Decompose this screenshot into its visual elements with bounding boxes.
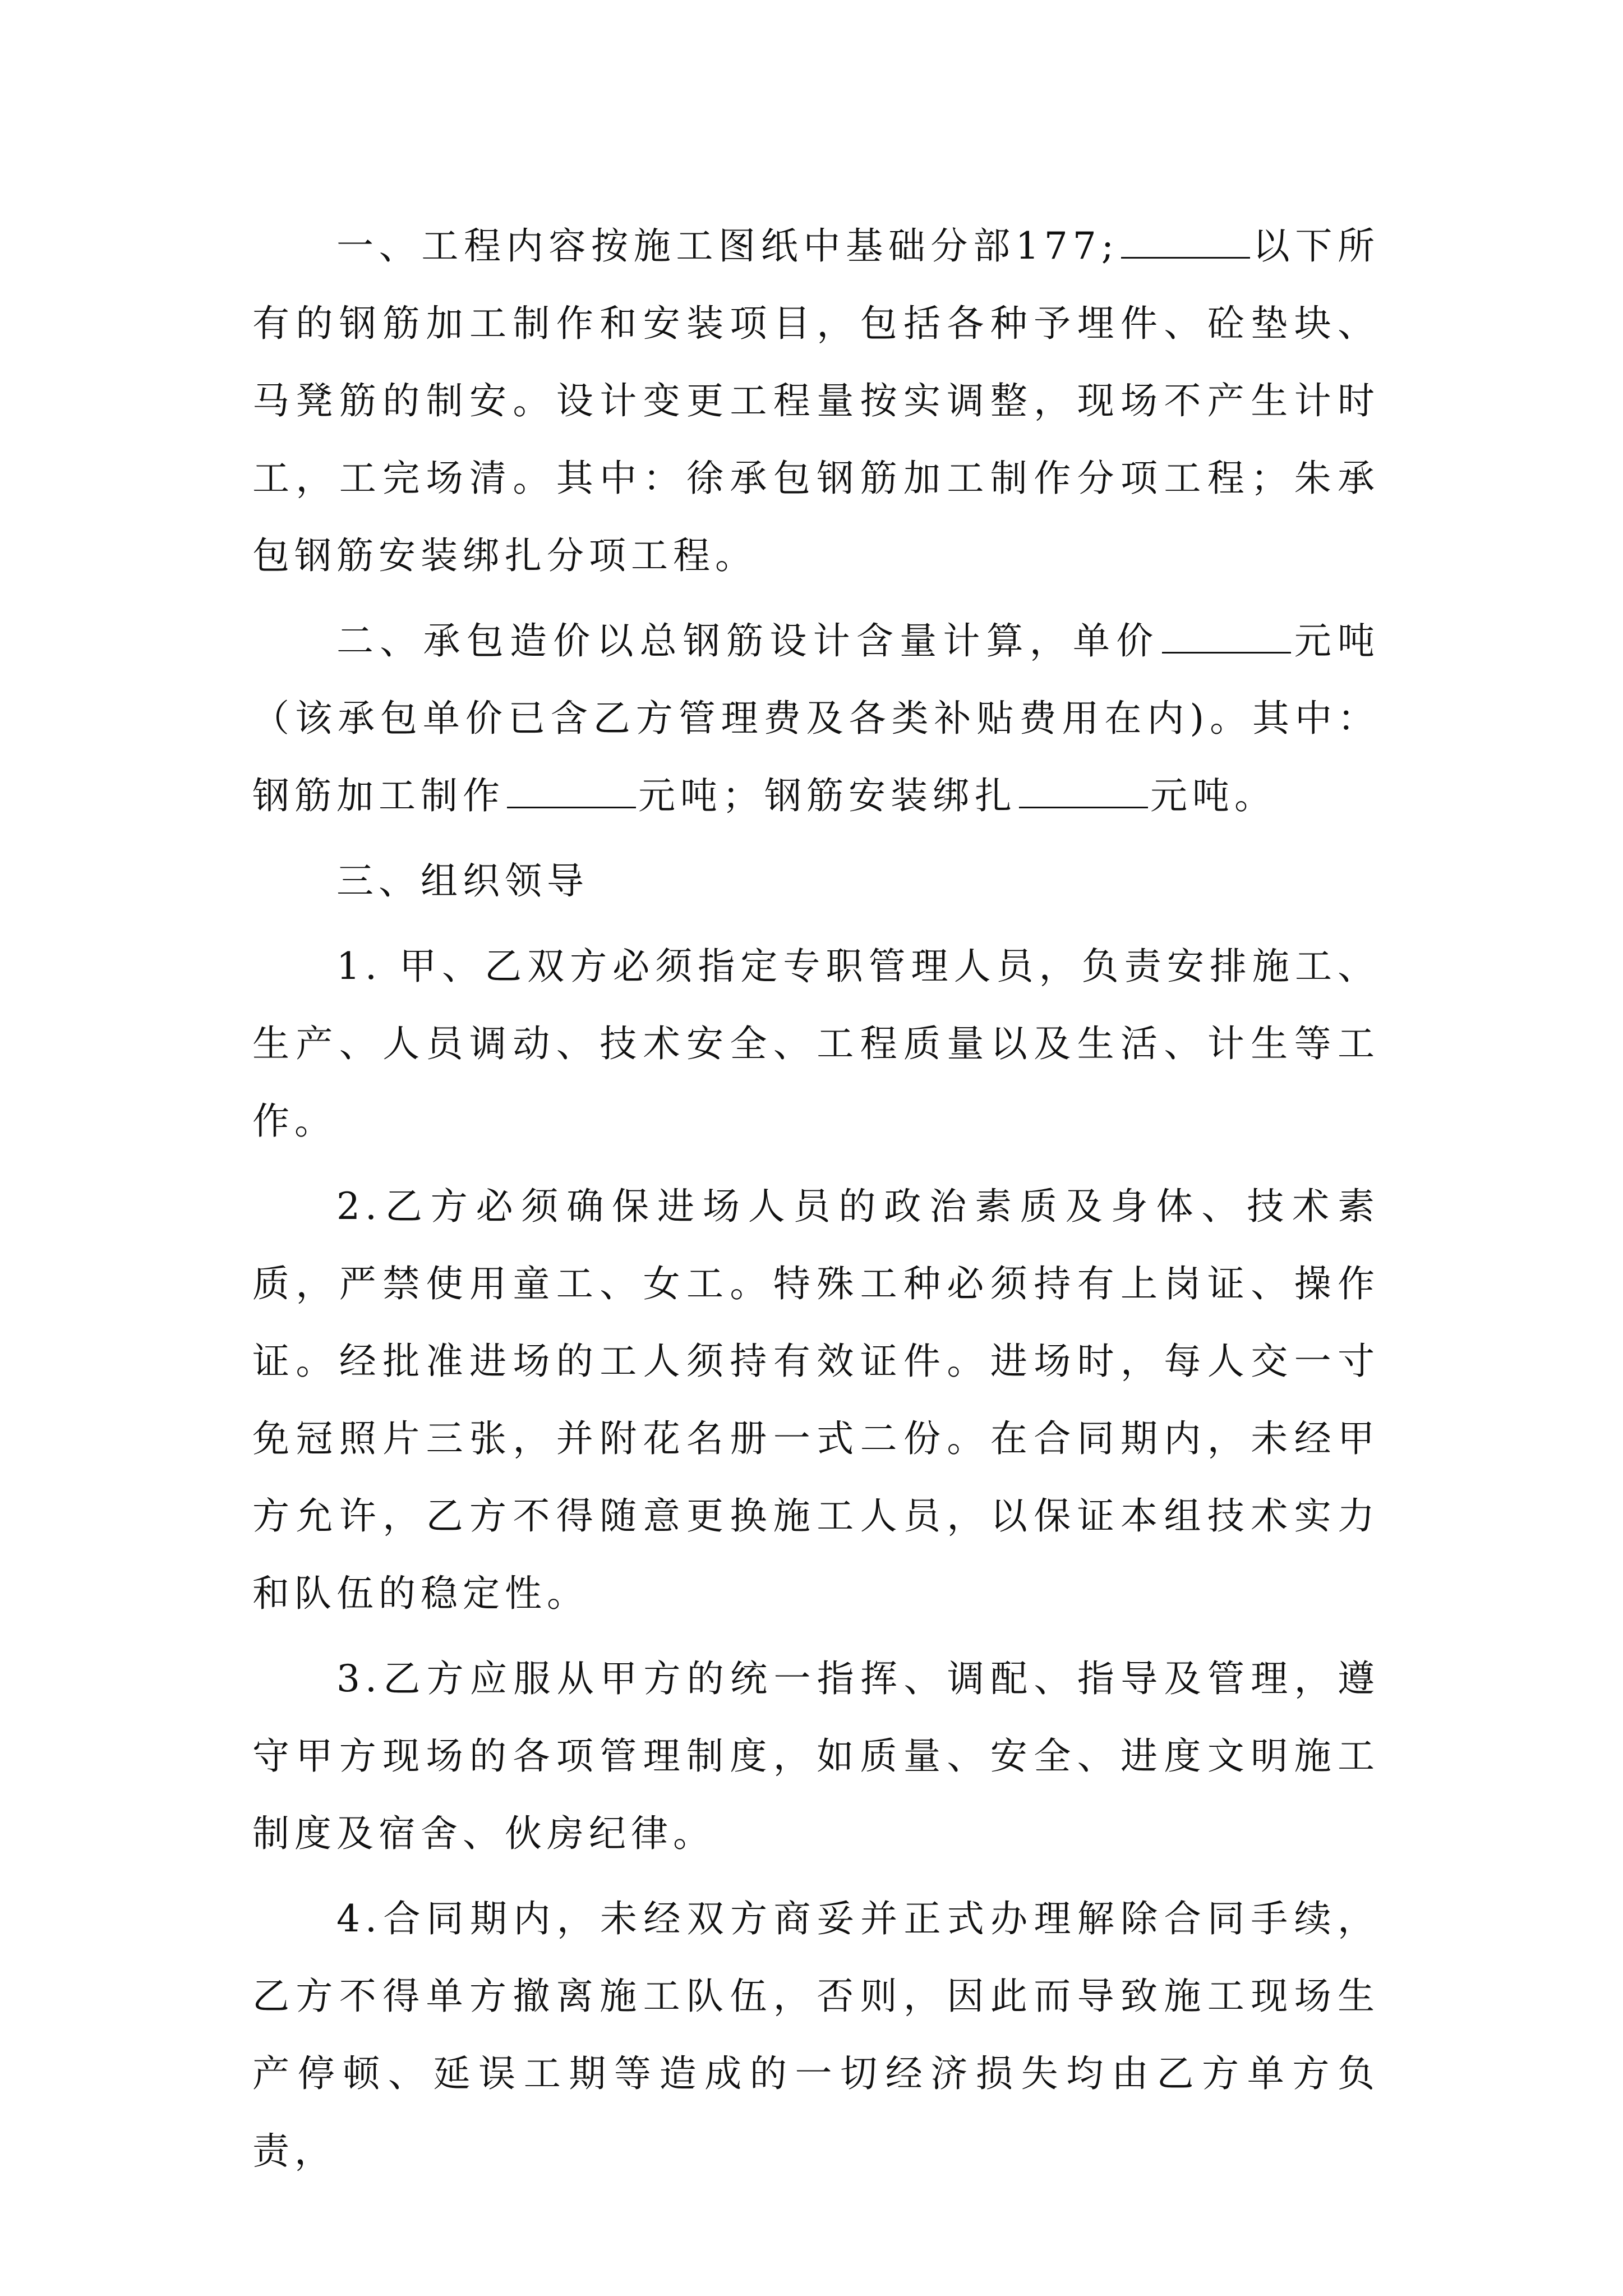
blank-line [1019,773,1148,808]
price-text-1: 二、承包造价以总钢筋设计含量计算，单价 [336,619,1160,662]
price-text-3: 元吨；钢筋安装绑扎 [638,774,1017,817]
scope-text-after: 以下所有的钢筋加工制作和安装项目，包括各种予埋件、砼垫块、马凳筋的制安。设计变更工程量按实调整，现场不产生计时工，工完场清。其中：徐承包钢筋加工制作分项工程；朱承包钢筋安装绑扎分项工程。 [252,224,1380,577]
blank-line [1162,618,1291,654]
price-text-4: 元吨。 [1150,774,1276,817]
blank-line [507,773,636,808]
section-heading-organization: 三、组织领导 [336,859,589,903]
blank-line [1121,223,1250,259]
price-text-2: 元吨（该承包单价已含乙方管理费及各类补贴费用在内)。其中：钢筋加工制作 [252,619,1380,817]
paragraph-item-2: 2.乙方必须确保进场人员的政治素质及身体、技术素质，严禁使用童工、女工。特殊工种必须持有上岗证、操作证。经批准进场的工人须持有效证件。进场时，每人交一寸免冠照片三张，并附花名册一式二份。在合同期内，未经甲方允许，乙方不得随意更换施工人员，以保证本组技术实力和队伍的稳定性。 [252,1185,1380,1615]
paragraph-scope [252,208,1380,595]
paragraph-item-1: 1. 甲、乙双方必须指定专职管理人员，负责安排施工、生产、人员调动、技术安全、工程质量以及生活、计生等工作。 [252,945,1380,1143]
paragraph-item-4: 4.合同期内，未经双方商妥并正式办理解除合同手续，乙方不得单方撤离施工队伍，否则，因此而导致施工现场生产停顿、延误工期等造成的一切经济损失均由乙方单方负责， [252,1897,1380,2173]
document-body [252,208,1380,2190]
paragraph-price [252,602,1380,835]
scope-text-before: 一、工程内容按施工图纸中基础分部177; [336,224,1119,268]
paragraph-item-3: 3.乙方应服从甲方的统一指挥、调配、指导及管理，遵守甲方现场的各项管理制度，如质量、安全、进度文明施工制度及宿舍、伙房纪律。 [252,1657,1380,1855]
